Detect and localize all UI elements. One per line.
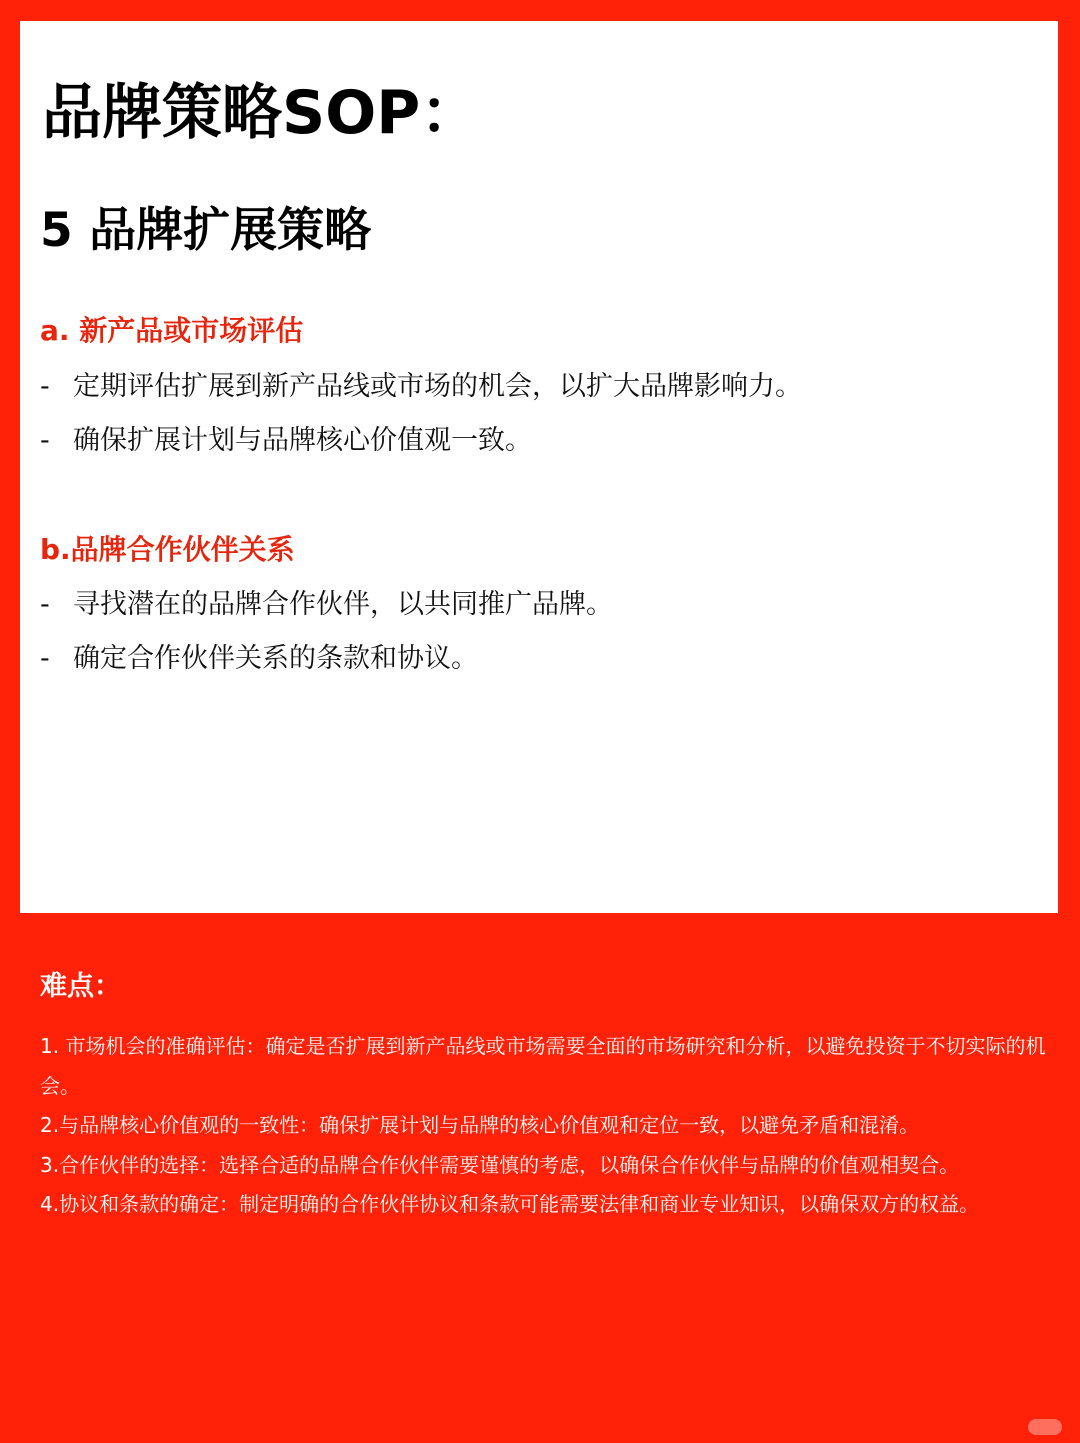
page-title: 品牌策略SOP： (42, 78, 481, 148)
content-card (20, 21, 1058, 913)
bullet-text: 确定合作伙伴关系的条款和协议。 (73, 643, 478, 674)
difficulties-section (40, 965, 1054, 1225)
difficulty-item: 3.合作伙伴的选择：选择合适的品牌合作伙伴需要谨慎的考虑，以确保合作伙伴与品牌的价值观相契合。 (40, 1152, 960, 1177)
difficulty-item: 1. 市场机会的准确评估：确定是否扩展到新产品线或市场需要全面的市场研究和分析，以避免投资于不切实际的机会。 (40, 1034, 1046, 1098)
bullet-marker: - (40, 643, 50, 674)
bullet-marker: - (40, 371, 50, 402)
difficulty-item: 2.与品牌核心价值观的一致性：确保扩展计划与品牌的核心价值观和定位一致，以避免矛盾和混淆。 (40, 1113, 920, 1137)
bullet-item (40, 421, 532, 461)
bullet-item (40, 367, 802, 407)
difficulty-item: 4.协议和条款的确定：制定明确的合作伙伴协议和条款可能需要法律和商业专业知识，以确保双方的权益。 (40, 1192, 980, 1216)
subsection-heading-b: b.品牌合作伙伴关系 (40, 533, 295, 566)
section-title: 5 品牌扩展策略 (40, 203, 372, 258)
bullet-item (40, 639, 478, 679)
subsection-heading-a: a. 新产品或市场评估 (40, 314, 304, 347)
bullet-item (40, 585, 613, 625)
bullet-text: 确保扩展计划与品牌核心价值观一致。 (73, 425, 532, 456)
bullet-marker: - (40, 589, 50, 620)
bullet-marker: - (40, 425, 50, 456)
difficulties-title: 难点： (40, 971, 121, 1002)
watermark-logo (1028, 1419, 1062, 1435)
bullet-text: 定期评估扩展到新产品线或市场的机会，以扩大品牌影响力。 (73, 371, 802, 402)
bullet-text: 寻找潜在的品牌合作伙伴，以共同推广品牌。 (73, 589, 613, 620)
